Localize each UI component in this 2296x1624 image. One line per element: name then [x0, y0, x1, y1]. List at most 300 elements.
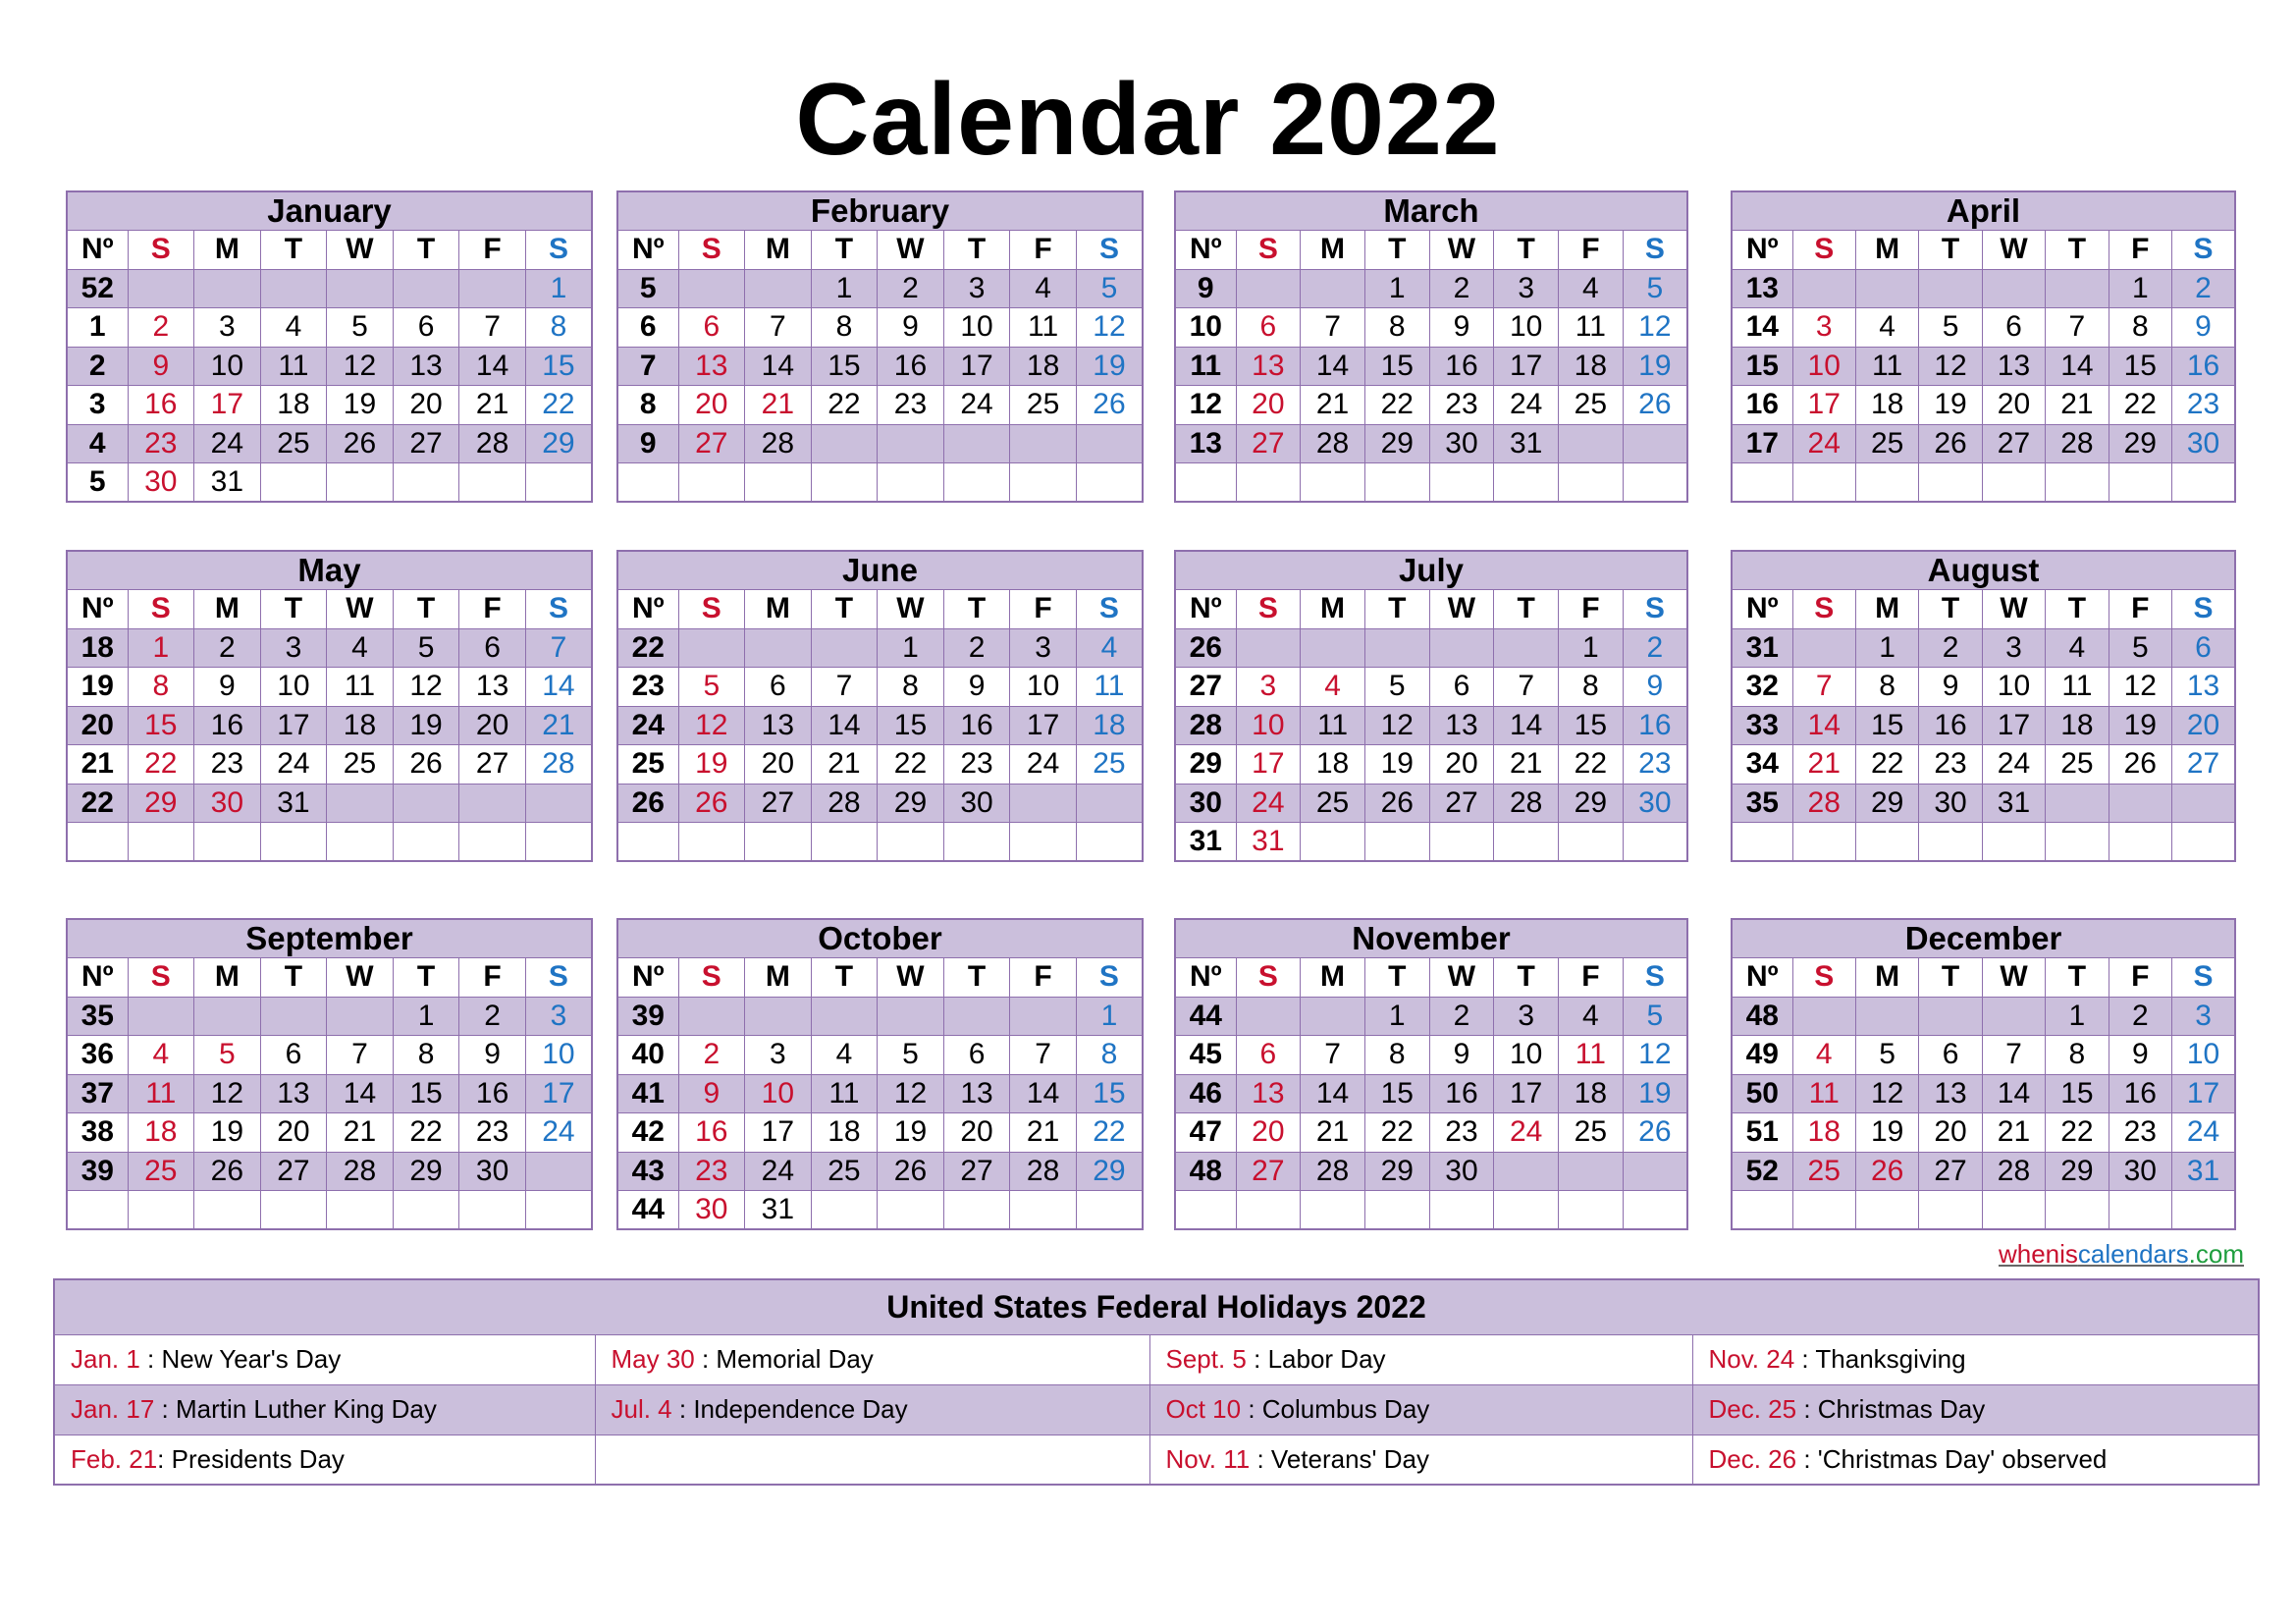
- day-cell: [1364, 628, 1429, 668]
- month-august: [1731, 550, 2236, 862]
- day-cell: 6: [260, 1036, 327, 1075]
- day-cell: [2109, 784, 2171, 823]
- day-cell: 27: [678, 424, 745, 463]
- day-cell: 18: [2046, 706, 2109, 745]
- day-cell: 4: [1855, 308, 1918, 348]
- day-cell: [1236, 628, 1301, 668]
- day-cell: 22: [1076, 1113, 1143, 1153]
- week-row: [67, 1152, 592, 1191]
- day-cell: 8: [2109, 308, 2171, 348]
- holiday-name: : Thanksgiving: [1794, 1344, 1966, 1374]
- day-cell: [2046, 823, 2109, 862]
- weekday-header: T: [1919, 590, 1982, 629]
- day-cell: [745, 463, 812, 503]
- day-cell: 17: [1236, 745, 1301, 785]
- week-row: [1732, 628, 2235, 668]
- day-cell: 25: [1301, 784, 1365, 823]
- weekday-header: W: [878, 958, 944, 998]
- day-cell: 7: [1982, 1036, 2045, 1075]
- day-cell: 21: [745, 386, 812, 425]
- day-cell: [1236, 1191, 1301, 1230]
- day-cell: 3: [1010, 628, 1077, 668]
- week-row: [617, 997, 1143, 1036]
- holiday-name: : Presidents Day: [157, 1443, 345, 1474]
- week-row: [1732, 784, 2235, 823]
- weekday-header: M: [194, 958, 261, 998]
- weekday-header: S: [678, 590, 745, 629]
- day-cell: 30: [1919, 784, 1982, 823]
- day-cell: 29: [128, 784, 194, 823]
- day-cell: 29: [525, 424, 592, 463]
- day-cell: 26: [1623, 1113, 1687, 1153]
- day-cell: 16: [678, 1113, 745, 1153]
- week-number: 38: [67, 1113, 128, 1153]
- day-cell: 22: [1364, 386, 1429, 425]
- weekday-header: S: [1623, 231, 1687, 270]
- day-cell: 15: [393, 1074, 459, 1113]
- day-cell: 12: [1855, 1074, 1918, 1113]
- weekday-header: T: [943, 590, 1010, 629]
- month-may: [66, 550, 593, 862]
- month-june: [616, 550, 1144, 862]
- holiday-cell: [1149, 1334, 1692, 1384]
- day-cell: 10: [260, 668, 327, 707]
- holiday-row: [54, 1384, 2259, 1435]
- day-cell: 6: [1429, 668, 1494, 707]
- weekday-header: M: [1301, 958, 1365, 998]
- day-cell: 29: [1364, 1152, 1429, 1191]
- day-cell: 12: [327, 347, 394, 386]
- day-cell: [1301, 269, 1365, 308]
- day-cell: [1623, 1191, 1687, 1230]
- day-cell: 4: [327, 628, 394, 668]
- day-cell: 5: [393, 628, 459, 668]
- day-cell: 14: [1982, 1074, 2045, 1113]
- day-cell: 24: [260, 745, 327, 785]
- week-number: [67, 823, 128, 862]
- day-cell: 8: [2046, 1036, 2109, 1075]
- day-cell: 25: [1792, 1152, 1855, 1191]
- month-february: [616, 190, 1144, 503]
- weekday-header: F: [459, 231, 526, 270]
- weekday-header: W: [878, 590, 944, 629]
- holiday-cell: [1692, 1334, 2259, 1384]
- day-cell: 19: [678, 745, 745, 785]
- holiday-row: [54, 1435, 2259, 1485]
- week-number: 7: [617, 347, 678, 386]
- day-cell: 14: [525, 668, 592, 707]
- day-cell: 28: [1010, 1152, 1077, 1191]
- day-cell: 14: [459, 347, 526, 386]
- week-row: [1732, 1152, 2235, 1191]
- day-cell: 22: [1559, 745, 1624, 785]
- week-row: [1732, 1113, 2235, 1153]
- week-row: [617, 745, 1143, 785]
- day-cell: 21: [1010, 1113, 1077, 1153]
- day-cell: 27: [1429, 784, 1494, 823]
- week-number: 26: [617, 784, 678, 823]
- day-cell: 31: [1236, 823, 1301, 862]
- day-cell: 4: [1010, 269, 1077, 308]
- week-number: 11: [1175, 347, 1236, 386]
- day-cell: [678, 463, 745, 503]
- holiday-cell: [54, 1435, 595, 1485]
- weekday-header: T: [1364, 958, 1429, 998]
- weekday-header: M: [745, 958, 812, 998]
- day-cell: 25: [811, 1152, 878, 1191]
- day-cell: 10: [1236, 706, 1301, 745]
- day-cell: 28: [745, 424, 812, 463]
- day-cell: 26: [393, 745, 459, 785]
- day-cell: [459, 1191, 526, 1230]
- day-cell: 2: [128, 308, 194, 348]
- week-number-header: Nº: [1175, 958, 1236, 998]
- week-row: [617, 628, 1143, 668]
- day-cell: 4: [1559, 269, 1624, 308]
- week-row: [617, 308, 1143, 348]
- holiday-name: : Christmas Day: [1796, 1394, 1986, 1424]
- weekday-header: S: [128, 590, 194, 629]
- day-cell: 25: [128, 1152, 194, 1191]
- day-cell: 25: [1010, 386, 1077, 425]
- weekday-header: S: [1623, 958, 1687, 998]
- weekday-header: W: [327, 590, 394, 629]
- day-cell: 17: [1982, 706, 2045, 745]
- week-row: [67, 308, 592, 348]
- day-cell: 11: [1010, 308, 1077, 348]
- day-cell: 18: [1855, 386, 1918, 425]
- weekday-header: S: [525, 231, 592, 270]
- day-cell: [1982, 1191, 2045, 1230]
- day-cell: 7: [1301, 308, 1365, 348]
- day-cell: [1494, 463, 1559, 503]
- day-cell: 9: [1919, 668, 1982, 707]
- day-cell: [811, 424, 878, 463]
- day-cell: 9: [128, 347, 194, 386]
- day-cell: 13: [678, 347, 745, 386]
- day-cell: 7: [2046, 308, 2109, 348]
- day-cell: [1559, 1191, 1624, 1230]
- day-cell: [1792, 823, 1855, 862]
- day-cell: 15: [1076, 1074, 1143, 1113]
- day-cell: 5: [1076, 269, 1143, 308]
- week-row: [1175, 424, 1687, 463]
- day-cell: [1559, 463, 1624, 503]
- day-cell: 21: [811, 745, 878, 785]
- week-number-header: Nº: [1732, 958, 1792, 998]
- day-cell: [1076, 463, 1143, 503]
- day-cell: [943, 463, 1010, 503]
- week-row: [1732, 745, 2235, 785]
- holiday-cell: [1692, 1384, 2259, 1435]
- day-cell: 19: [1076, 347, 1143, 386]
- weekday-header: W: [327, 958, 394, 998]
- day-cell: 23: [943, 745, 1010, 785]
- week-row: [67, 1074, 592, 1113]
- day-cell: [1792, 997, 1855, 1036]
- day-cell: 27: [1982, 424, 2045, 463]
- week-row: [617, 668, 1143, 707]
- day-cell: 12: [1919, 347, 1982, 386]
- day-cell: 14: [1010, 1074, 1077, 1113]
- day-cell: [1919, 997, 1982, 1036]
- day-cell: 6: [1236, 1036, 1301, 1075]
- week-row: [67, 745, 592, 785]
- day-cell: 10: [745, 1074, 812, 1113]
- day-cell: 11: [1792, 1074, 1855, 1113]
- weekday-header: T: [811, 231, 878, 270]
- day-cell: 9: [1623, 668, 1687, 707]
- day-cell: 18: [1010, 347, 1077, 386]
- day-cell: 3: [194, 308, 261, 348]
- week-row: [67, 1113, 592, 1153]
- week-number: 6: [617, 308, 678, 348]
- month-july: [1174, 550, 1688, 862]
- day-cell: [459, 823, 526, 862]
- day-cell: 30: [1623, 784, 1687, 823]
- site-credit-link[interactable]: [1999, 1239, 2244, 1269]
- day-cell: 4: [128, 1036, 194, 1075]
- day-cell: 2: [878, 269, 944, 308]
- day-cell: 28: [2046, 424, 2109, 463]
- day-cell: [2109, 463, 2171, 503]
- month-name: September: [67, 919, 592, 958]
- week-number: 27: [1175, 668, 1236, 707]
- holiday-date: Jul. 4: [611, 1394, 672, 1424]
- week-row: [1175, 386, 1687, 425]
- day-cell: [811, 997, 878, 1036]
- week-number: 42: [617, 1113, 678, 1153]
- day-cell: 21: [1301, 1113, 1365, 1153]
- day-cell: 11: [1855, 347, 1918, 386]
- week-row: [1732, 308, 2235, 348]
- holiday-cell: [595, 1334, 1149, 1384]
- day-cell: [1623, 463, 1687, 503]
- day-cell: [1301, 463, 1365, 503]
- month-name: April: [1732, 191, 2235, 231]
- week-number: 37: [67, 1074, 128, 1113]
- day-cell: 8: [128, 668, 194, 707]
- week-number: 24: [617, 706, 678, 745]
- day-cell: 16: [128, 386, 194, 425]
- weekday-header: W: [878, 231, 944, 270]
- day-cell: [260, 997, 327, 1036]
- month-name: February: [617, 191, 1143, 231]
- day-cell: 7: [1010, 1036, 1077, 1075]
- day-cell: 3: [1494, 997, 1559, 1036]
- weekday-header: S: [1792, 958, 1855, 998]
- day-cell: [1010, 463, 1077, 503]
- week-row: [1175, 784, 1687, 823]
- day-cell: [1010, 997, 1077, 1036]
- day-cell: [1494, 823, 1559, 862]
- week-row: [1175, 706, 1687, 745]
- day-cell: 26: [1076, 386, 1143, 425]
- day-cell: [678, 628, 745, 668]
- week-number: 52: [1732, 1152, 1792, 1191]
- day-cell: 13: [1236, 347, 1301, 386]
- day-cell: 11: [128, 1074, 194, 1113]
- week-row: [1732, 386, 2235, 425]
- day-cell: 20: [459, 706, 526, 745]
- holiday-name: : 'Christmas Day' observed: [1796, 1443, 2108, 1474]
- week-row: [1175, 1113, 1687, 1153]
- day-cell: 22: [1364, 1113, 1429, 1153]
- week-row: [1175, 463, 1687, 503]
- day-cell: 30: [194, 784, 261, 823]
- day-cell: 18: [327, 706, 394, 745]
- week-number: 52: [67, 269, 128, 308]
- week-row: [67, 997, 592, 1036]
- day-cell: 26: [194, 1152, 261, 1191]
- day-cell: 9: [194, 668, 261, 707]
- day-cell: 28: [327, 1152, 394, 1191]
- week-row: [617, 1152, 1143, 1191]
- week-number: 22: [617, 628, 678, 668]
- week-number: 23: [617, 668, 678, 707]
- week-row: [1175, 628, 1687, 668]
- week-number: 35: [67, 997, 128, 1036]
- weekday-header: T: [1494, 958, 1559, 998]
- day-cell: 12: [878, 1074, 944, 1113]
- day-cell: 17: [745, 1113, 812, 1153]
- day-cell: 17: [260, 706, 327, 745]
- day-cell: 20: [2172, 706, 2235, 745]
- weekday-header: F: [2109, 958, 2171, 998]
- day-cell: 25: [2046, 745, 2109, 785]
- day-cell: [2109, 1191, 2171, 1230]
- day-cell: 19: [2109, 706, 2171, 745]
- day-cell: [878, 1191, 944, 1230]
- day-cell: [1855, 997, 1918, 1036]
- weekday-header: S: [1236, 231, 1301, 270]
- weekday-header: T: [393, 231, 459, 270]
- week-row: [617, 823, 1143, 862]
- day-cell: 29: [1364, 424, 1429, 463]
- week-number: 9: [1175, 269, 1236, 308]
- day-cell: 30: [678, 1191, 745, 1230]
- day-cell: 6: [1982, 308, 2045, 348]
- month-name: July: [1175, 551, 1687, 590]
- day-cell: [327, 269, 394, 308]
- day-cell: 2: [194, 628, 261, 668]
- day-cell: 23: [678, 1152, 745, 1191]
- day-cell: 10: [525, 1036, 592, 1075]
- week-row: [67, 463, 592, 503]
- holiday-date: Feb. 21: [71, 1443, 158, 1474]
- week-number: [1175, 463, 1236, 503]
- day-cell: 2: [943, 628, 1010, 668]
- day-cell: [811, 628, 878, 668]
- day-cell: 15: [1559, 706, 1624, 745]
- day-cell: 9: [878, 308, 944, 348]
- day-cell: 6: [1236, 308, 1301, 348]
- day-cell: 10: [1792, 347, 1855, 386]
- day-cell: 1: [2109, 269, 2171, 308]
- holiday-cell: [1149, 1435, 1692, 1485]
- week-row: [67, 668, 592, 707]
- week-row: [67, 269, 592, 308]
- day-cell: 13: [2172, 668, 2235, 707]
- day-cell: [327, 1191, 394, 1230]
- day-cell: 18: [1792, 1113, 1855, 1153]
- day-cell: [260, 1191, 327, 1230]
- day-cell: [1855, 269, 1918, 308]
- weekday-header: S: [2172, 590, 2235, 629]
- day-cell: 13: [943, 1074, 1010, 1113]
- day-cell: 26: [878, 1152, 944, 1191]
- weekday-header: F: [1010, 590, 1077, 629]
- day-cell: 11: [1559, 1036, 1624, 1075]
- day-cell: 8: [1559, 668, 1624, 707]
- day-cell: 3: [1494, 269, 1559, 308]
- day-cell: 5: [878, 1036, 944, 1075]
- day-cell: [525, 1191, 592, 1230]
- day-cell: [1792, 628, 1855, 668]
- day-cell: 20: [745, 745, 812, 785]
- weekday-header: S: [1076, 958, 1143, 998]
- day-cell: 4: [811, 1036, 878, 1075]
- weekday-header: S: [128, 231, 194, 270]
- day-cell: 2: [2172, 269, 2235, 308]
- day-cell: 2: [2109, 997, 2171, 1036]
- day-cell: 19: [1364, 745, 1429, 785]
- day-cell: 1: [1364, 997, 1429, 1036]
- day-cell: 24: [194, 424, 261, 463]
- day-cell: [2046, 1191, 2109, 1230]
- day-cell: 3: [2172, 997, 2236, 1036]
- week-number: 21: [67, 745, 128, 785]
- holiday-cell: [595, 1384, 1149, 1435]
- day-cell: 31: [745, 1191, 812, 1230]
- day-cell: [1855, 1191, 1918, 1230]
- day-cell: 27: [745, 784, 812, 823]
- day-cell: 21: [1301, 386, 1365, 425]
- weekday-header: M: [1855, 590, 1918, 629]
- weekday-header: F: [2109, 231, 2171, 270]
- day-cell: 28: [811, 784, 878, 823]
- day-cell: 7: [811, 668, 878, 707]
- holiday-date: May 30: [611, 1344, 695, 1374]
- day-cell: 16: [1919, 706, 1982, 745]
- day-cell: 26: [1919, 424, 1982, 463]
- holiday-cell: [595, 1435, 1149, 1485]
- day-cell: 7: [1494, 668, 1559, 707]
- day-cell: 18: [1559, 1074, 1624, 1113]
- day-cell: 25: [260, 424, 327, 463]
- day-cell: [1010, 424, 1077, 463]
- day-cell: 8: [1364, 1036, 1429, 1075]
- day-cell: [811, 1191, 878, 1230]
- day-cell: 3: [1236, 668, 1301, 707]
- day-cell: 9: [459, 1036, 526, 1075]
- weekday-header: S: [525, 958, 592, 998]
- month-september: [66, 918, 593, 1230]
- month-january: [66, 190, 593, 503]
- holiday-date: Oct 10: [1165, 1394, 1242, 1424]
- weekday-header: W: [1429, 958, 1494, 998]
- day-cell: 28: [1301, 424, 1365, 463]
- weekday-header: T: [811, 590, 878, 629]
- day-cell: 31: [2172, 1152, 2236, 1191]
- day-cell: 13: [1919, 1074, 1982, 1113]
- week-number: 25: [617, 745, 678, 785]
- day-cell: [878, 997, 944, 1036]
- day-cell: 29: [878, 784, 944, 823]
- holiday-date: Jan. 1: [71, 1344, 140, 1374]
- day-cell: [459, 463, 526, 503]
- day-cell: 11: [2046, 668, 2109, 707]
